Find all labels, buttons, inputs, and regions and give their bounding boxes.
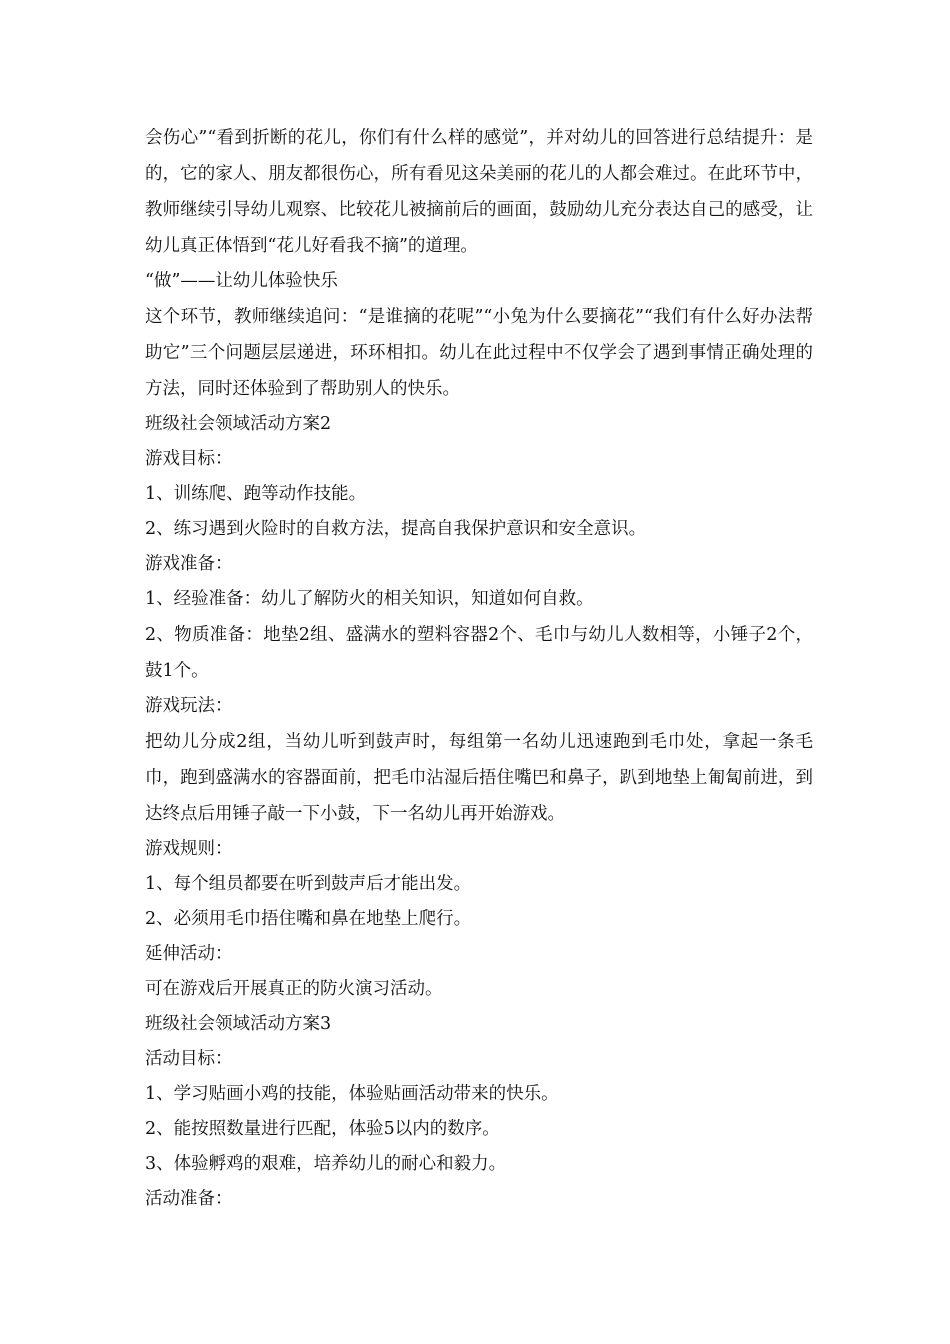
list-item-activity-goal-2: 2、能按照数量进行匹配，体验5以内的数序。: [145, 1119, 500, 1139]
list-item-rule-2: 2、必须用毛巾捂住嘴和鼻在地垫上爬行。: [145, 909, 472, 929]
paragraph-do-description: 这个环节，教师继续追问：“是谁摘的花呢”“小兔为什么要摘花”“我们有什么好办法帮助它”三个问题层层递进，环环相扣。幼儿在此过程中不仅学会了遇到事情正确处理的方法，同时还体验到了帮助别人的快乐。: [145, 307, 813, 399]
plan-title-3: 班级社会领域活动方案3: [145, 1014, 332, 1034]
list-item-goal-2: 2、练习遇到火险时的自救方法，提高自我保护意识和安全意识。: [145, 519, 647, 539]
heading-game-preparation: 游戏准备：: [145, 554, 233, 574]
plan-title-2: 班级社会领域活动方案2: [145, 414, 332, 434]
section-heading-do: “做”——让幼儿体验快乐: [145, 271, 338, 291]
heading-extension: 延伸活动：: [145, 944, 233, 964]
list-item-goal-1: 1、训练爬、跑等动作技能。: [145, 484, 367, 504]
list-item-activity-goal-3: 3、体验孵鸡的艰难，培养幼儿的耐心和毅力。: [145, 1154, 507, 1174]
paragraph-game-play: 把幼儿分成2组，当幼儿听到鼓声时，每组第一名幼儿迅速跑到毛巾处，拿起一条毛巾，跑到盛满水的容器面前，把毛巾沾湿后捂住嘴巴和鼻子，趴到地垫上匍匐前进，到达终点后用锤子敲一下小鼓，下一名幼儿再开始游戏。: [145, 732, 813, 824]
heading-game-rules: 游戏规则：: [145, 839, 233, 859]
document-body: [145, 120, 813, 1217]
list-item-prep-1: 1、经验准备：幼儿了解防火的相关知识，知道如何自救。: [145, 589, 594, 609]
list-item-rule-1: 1、每个组员都要在听到鼓声后才能出发。: [145, 874, 472, 894]
heading-game-goals: 游戏目标：: [145, 449, 233, 469]
heading-game-play: 游戏玩法：: [145, 696, 233, 716]
list-item-activity-goal-1: 1、学习贴画小鸡的技能，体验贴画活动带来的快乐。: [145, 1084, 559, 1104]
paragraph-continuation: 会伤心”“看到折断的花儿，你们有什么样的感觉”，并对幼儿的回答进行总结提升：是的，它的家人、朋友都很伤心，所有看见这朵美丽的花儿的人都会难过。在此环节中，教师继续引导幼儿观察、比较花儿被摘前后的画面，鼓励幼儿充分表达自己的感受，让幼儿真正体悟到“花儿好看我不摘”的道理。: [145, 128, 813, 256]
list-item-prep-2: 2、物质准备：地垫2组、盛满水的塑料容器2个、毛巾与幼儿人数相等，小锤子2个，鼓1个。: [145, 625, 813, 681]
paragraph-extension: 可在游戏后开展真正的防火演习活动。: [145, 979, 443, 999]
heading-activity-goals: 活动目标：: [145, 1049, 233, 1069]
heading-activity-preparation: 活动准备：: [145, 1189, 233, 1209]
